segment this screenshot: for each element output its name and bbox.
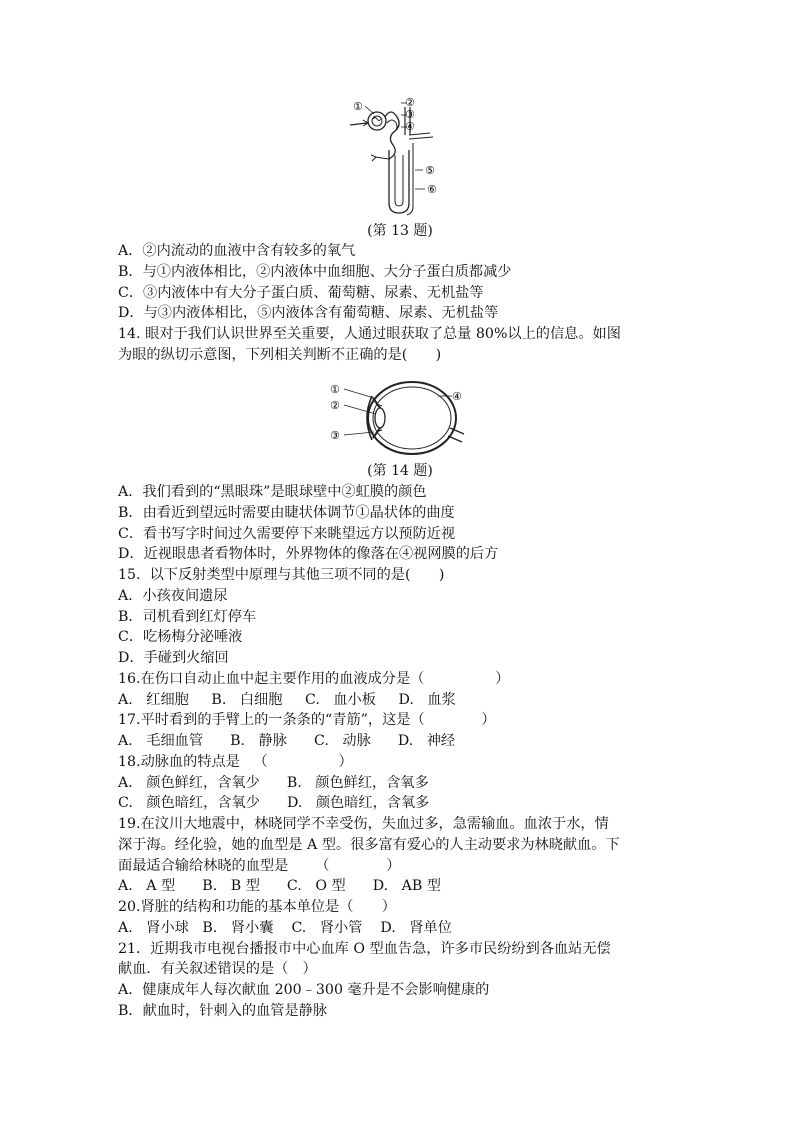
eye-label-4: ④	[452, 390, 462, 403]
text-line: 为眼的纵切示意图，下列相关判断不正确的是( )	[118, 346, 442, 363]
kidney-label-3: ③	[405, 108, 415, 121]
text-line: A. A 型 B. B 型 C. O 型 D. AB 型	[118, 878, 441, 895]
text-line: C．看书写字时间过久需要停下来眺望远方以预防近视	[118, 525, 456, 542]
question-block-top	[118, 241, 678, 366]
figure-13-caption: (第 13 题)	[367, 223, 433, 239]
text-line: C．吃杨梅分泌唾液	[118, 629, 243, 646]
eye-label-2: ②	[330, 399, 340, 412]
text-line: B．献血时，针刺入的血管是静脉	[118, 1002, 328, 1019]
eye-diagram	[328, 376, 468, 460]
text-line: A．我们看到的“黑眼珠”是眼球壁中②虹膜的颜色	[118, 484, 427, 500]
kidney-label-6: ⑥	[427, 183, 437, 196]
text-line: 21．近期我市电视台播报市中心血库 O 型血告急，许多市民纷纷到各血站无偿	[118, 940, 611, 957]
text-line: A．②内流动的血液中含有较多的氧气	[118, 243, 356, 259]
text-line: B．与①内液体相比，②内液体中血细胞、大分子蛋白质都减少	[118, 263, 512, 280]
text-line: 面最适合输给林晓的血型是 （ ）	[118, 857, 401, 874]
text-line: A．健康成年人每次献血 200﹣300 毫升是不会影响健康的	[118, 982, 490, 998]
text-line: D．与③内液体相比，⑤内液体含有葡萄糖、尿素、无机盐等	[118, 305, 499, 322]
text-line: 14. 眼对于我们认识世界至关重要，人通过眼获取了总量 80%以上的信息。如图	[118, 326, 621, 342]
text-line: 15. 以下反射类型中原理与其他三项不同的是( )	[118, 567, 445, 583]
kidney-label-2: ②	[405, 96, 415, 109]
question-block-bottom	[118, 482, 678, 1022]
text-line: B．司机看到红灯停车	[118, 608, 257, 625]
text-line: A. 红细胞 B. 白细胞 C. 血小板 D. 血浆	[118, 691, 456, 708]
kidney-label-5: ⑤	[425, 164, 435, 177]
text-line: A．小孩夜间遗尿	[118, 587, 228, 604]
text-line: B．由看近到望远时需要由睫状体调节①晶状体的曲度	[118, 504, 455, 521]
kidney-label-1: ①	[353, 100, 363, 113]
text-line: A. 颜色鲜红，含氧少 B. 颜色鲜红，含氧多	[118, 774, 429, 791]
text-line: D．近视眼患者看物体时，外界物体的像落在④视网膜的后方	[118, 546, 499, 563]
text-line: C．③内液体中有大分子蛋白质、葡萄糖、尿素、无机盐等	[118, 284, 484, 301]
text-line: 深于海。经化验，她的血型是 A 型。很多富有爱心的人主动要求为林晓献血。下	[118, 836, 620, 853]
text-line: A. 毛细血管 B. 静脉 C. 动脉 D. 神经	[118, 733, 456, 749]
text-line: 20.肾脏的结构和功能的基本单位是（ ）	[118, 899, 396, 915]
eye-label-1: ①	[330, 383, 340, 396]
text-line: 18.动脉血的特点是 （ ）	[118, 753, 353, 770]
nephron-diagram	[345, 95, 455, 220]
text-line: D．手碰到火缩回	[118, 650, 229, 666]
eye-label-3: ③	[330, 429, 340, 442]
text-line: 献血．有关叙述错误的是（ ）	[118, 961, 317, 978]
text-line: C. 颜色暗红，含氧少 D. 颜色暗红，含氧多	[118, 795, 430, 812]
text-line: 17.平时看到的手臂上的一条条的“青筋”，这是（ ）	[118, 712, 496, 729]
text-line: 19.在汶川大地震中，林晓同学不幸受伤，失血过多，急需输血。血浓于水，情	[118, 816, 609, 832]
figure-14-caption: (第 14 题)	[367, 463, 433, 479]
kidney-label-4: ④	[405, 120, 415, 133]
text-line: A. 肾小球 B. 肾小囊 C. 肾小管 D. 肾单位	[118, 919, 452, 936]
text-line: 16.在伤口自动止血中起主要作用的血液成分是（ ）	[118, 670, 510, 687]
